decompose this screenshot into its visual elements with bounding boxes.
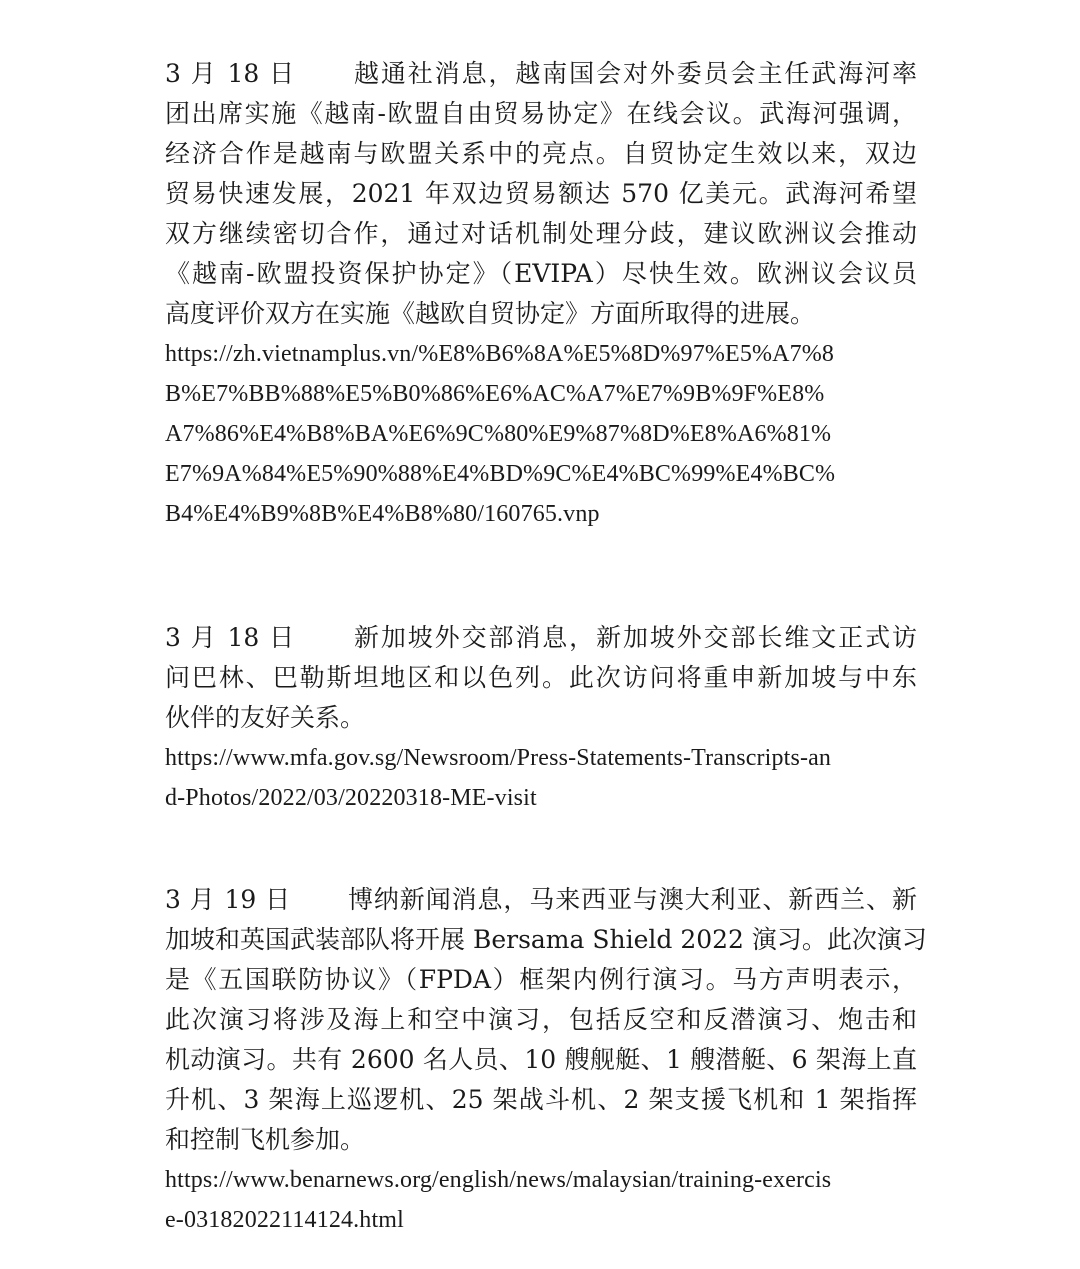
entry-text-line: 加坡和英国武装部队将开展 Bersama Shield 2022 演习。此次演习 (165, 925, 927, 954)
source-link[interactable]: https://www.mfa.gov.sg/Newsroom/Press-Statements-Transcripts-an (165, 745, 832, 771)
entry-text-line: 高度评价双方在实施《越欧自贸协定》方面所取得的进展。 (165, 299, 816, 328)
entry-text-line: 双方继续密切合作，通过对话机制处理分歧，建议欧洲议会推动 (165, 219, 917, 248)
entry-text-line: 越通社消息，越南国会对外委员会主任武海河率 (352, 59, 917, 88)
entry-date: 3 月 19 日 (165, 885, 292, 914)
entry-text-line: 问巴林、巴勒斯坦地区和以色列。此次访问将重申新加坡与中东 (165, 663, 917, 692)
news-entry (165, 54, 917, 534)
news-entry (165, 618, 917, 818)
news-entry (165, 880, 927, 1240)
source-link[interactable]: https://zh.vietnamplus.vn/%E8%B6%8A%E5%8D%97%E5%A7%8 (165, 341, 835, 367)
entry-first-line (165, 54, 917, 94)
entry-text-line: 博纳新闻消息，马来西亚与澳大利亚、新西兰、新 (347, 885, 917, 914)
entry-text-line: 机动演习。共有 2600 名人员、10 艘舰艇、1 艘潜艇、6 架海上直 (165, 1045, 917, 1074)
entry-text-line: 团出席实施《越南-欧盟自由贸易协定》在线会议。武海河强调， (165, 99, 917, 128)
entry-text-line: 和控制飞机参加。 (165, 1125, 366, 1154)
source-link[interactable]: E7%9A%84%E5%90%88%E4%BD%9C%E4%BC%99%E4%BC% (165, 461, 836, 487)
entry-text-line: 伙伴的友好关系。 (165, 703, 366, 732)
entry-text-line: 经济合作是越南与欧盟关系中的亮点。自贸协定生效以来，双边 (165, 139, 917, 168)
entry-text-line: 贸易快速发展，2021 年双边贸易额达 570 亿美元。武海河希望 (165, 179, 917, 208)
entry-text-line: 是《五国联防协议》（FPDA）框架内例行演习。马方声明表示， (165, 965, 917, 994)
source-link[interactable]: B4%E4%B9%8B%E4%B8%80/160765.vnp (165, 501, 600, 527)
entry-text-line: 《越南-欧盟投资保护协定》（EVIPA）尽快生效。欧洲议会议员 (165, 259, 917, 288)
entry-date: 3 月 18 日 (165, 623, 297, 652)
entry-text-line: 此次演习将涉及海上和空中演习，包括反空和反潜演习、炮击和 (165, 1005, 917, 1034)
entry-date: 3 月 18 日 (165, 59, 297, 88)
entry-text-line: 升机、3 架海上巡逻机、25 架战斗机、2 架支援飞机和 1 架指挥 (165, 1085, 917, 1114)
source-link[interactable]: https://www.benarnews.org/english/news/malaysian/training-exercis (165, 1167, 832, 1193)
source-link[interactable]: A7%86%E4%B8%BA%E6%9C%80%E9%87%8D%E8%A6%81% (165, 421, 832, 447)
entry-first-line (165, 880, 917, 920)
entry-text-line: 新加坡外交部消息，新加坡外交部长维文正式访 (352, 623, 917, 652)
source-link[interactable]: e-03182022114124.html (165, 1207, 404, 1233)
source-link[interactable]: B%E7%BB%88%E5%B0%86%E6%AC%A7%E7%9B%9F%E8% (165, 381, 825, 407)
source-link[interactable]: d-Photos/2022/03/20220318-ME-visit (165, 785, 537, 811)
entry-first-line (165, 618, 917, 658)
